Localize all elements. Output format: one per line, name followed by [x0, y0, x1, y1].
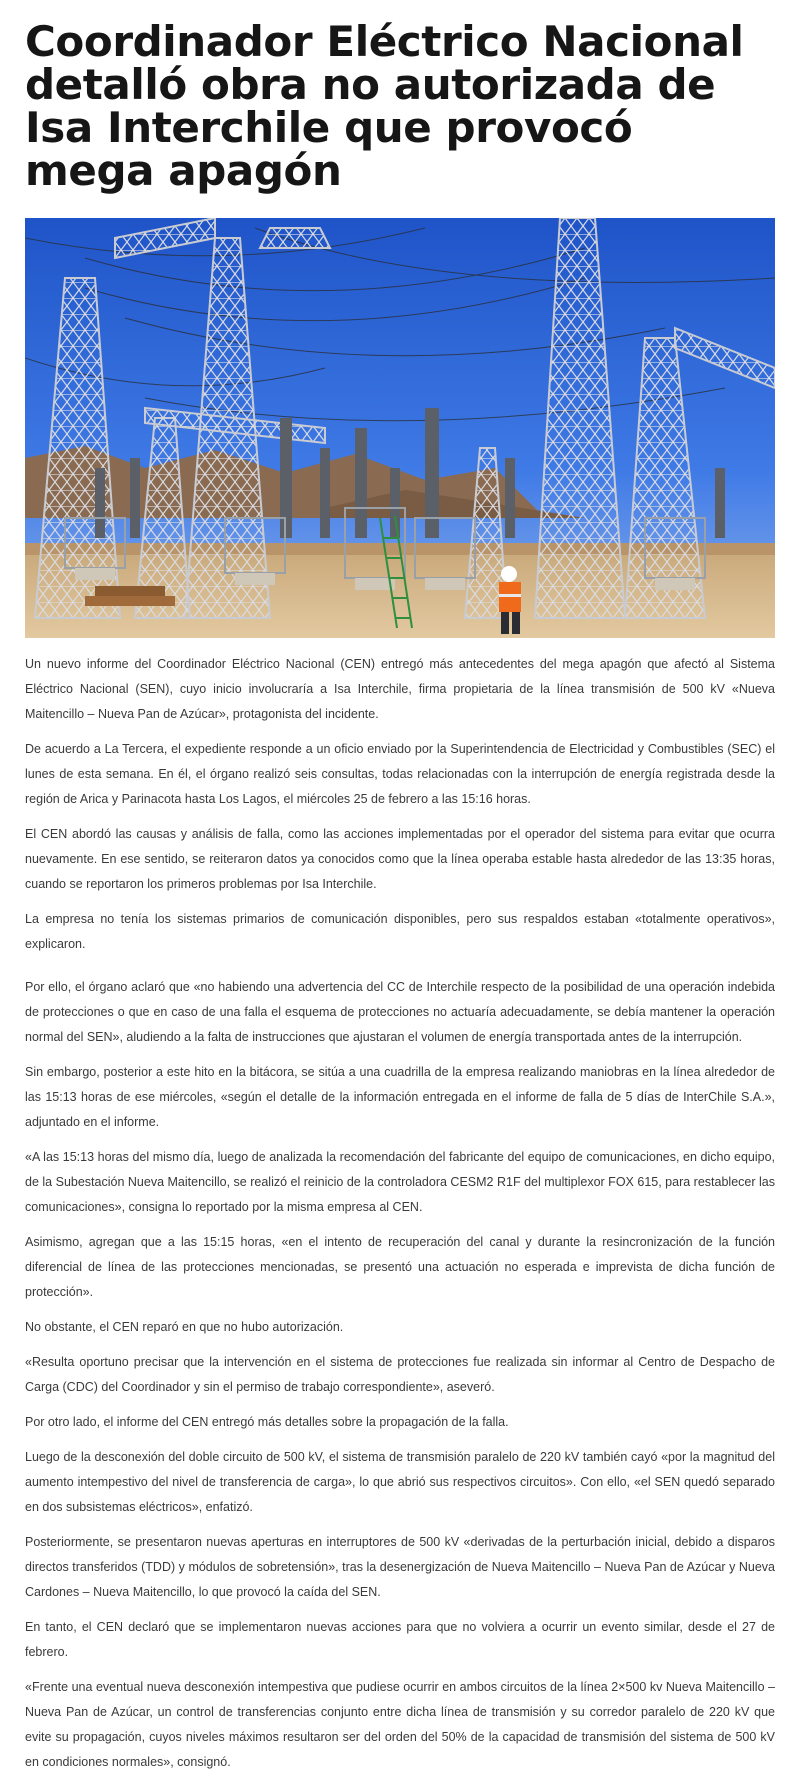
- paragraph-2: De acuerdo a La Tercera, el expediente responde a un oficio enviado por la Superintendencia de Electricidad y Combustibles (SEC) el lunes de esta semana. En él, el órgano realizó seis consultas, todas relacionadas con la interrupción de energía registrada desde la región de Arica y Parinacota hasta Los Lagos, el miércoles 25 de febrero a las 15:16 horas.: [25, 742, 775, 806]
- paragraph-13: Posteriormente, se presentaron nuevas aperturas en interruptores de 500 kV «derivadas de la perturbación inicial, debido a disparos directos transferidos (TDD) y módulos de sobretensión», tras la desenergización de Nueva Maitencillo – Nueva Pan de Azúcar y Nueva Cardones – Nueva Maitencillo, lo que provocó la caída del SEN.: [25, 1535, 775, 1599]
- article: [25, 0, 775, 1769]
- article-body: [25, 652, 775, 1785]
- paragraph-7: «A las 15:13 horas del mismo día, luego de analizada la recomendación del fabricante del equipo de comunicaciones, en dicho equipo, de la Subestación Nueva Maitencillo, se realizó el reinicio de la controladora CESM2 R1F del multiplexor FOX 615, para restablecer las comunicaciones», consigna lo reportado por la misma empresa al CEN.: [25, 1150, 775, 1214]
- headline: Coordinador Eléctrico Nacional detalló obra no autorizada de Isa Interchile que provocó mega apagón: [25, 17, 744, 195]
- paragraph-4: La empresa no tenía los sistemas primarios de comunicación disponibles, pero sus respaldos estaban «totalmente operativos», explicaron.: [25, 912, 775, 951]
- paragraph-5: Por ello, el órgano aclaró que «no habiendo una advertencia del CC de Interchile respecto de la posibilidad de una operación indebida de protecciones o que en caso de una falla el esquema de protecciones no actuaría adecuadamente, se debía mantener la operación normal del SEN», aludiendo a la falta de instrucciones que ajustaran el volumen de energía transportada antes de la interrupción.: [25, 980, 775, 1044]
- paragraph-3: El CEN abordó las causas y análisis de falla, como las acciones implementadas por el operador del sistema para evitar que ocurra nuevamente. En ese sentido, se reiteraron datos ya conocidos como que la línea operaba estable hasta alrededor de las 13:35 horas, cuando se reportaron los primeros problemas por Isa Interchile.: [25, 827, 775, 891]
- paragraph-6: Sin embargo, posterior a este hito en la bitácora, se sitúa a una cuadrilla de la empresa realizando maniobras en la línea alrededor de las 15:13 horas de ese miércoles, «según el detalle de la información entregada en el informe de falla de 5 días de InterChile S.A.», adjuntado en el informe.: [25, 1065, 775, 1129]
- paragraph-8: Asimismo, agregan que a las 15:15 horas, «en el intento de recuperación del canal y durante la resincronización de la función diferencial de línea de las protecciones mencionadas, se presentó una actuación no esperada e imprevista de dicha función de protección».: [25, 1235, 775, 1299]
- paragraph-12: Luego de la desconexión del doble circuito de 500 kV, el sistema de transmisión paralelo de 220 kV también cayó «por la magnitud del aumento intempestivo del nivel de transferencia de carga», lo que abrió sus respectivos circuitos». Con ello, «el SEN quedó separado en dos subsistemas eléctricos», enfatizó.: [25, 1450, 775, 1514]
- paragraph-1: Un nuevo informe del Coordinador Eléctrico Nacional (CEN) entregó más antecedentes del mega apagón que afectó al Sistema Eléctrico Nacional (SEN), cuyo inicio involucraría a Isa Interchile, firma propietaria de la línea transmisión de 500 kV «Nueva Maitencillo – Nueva Pan de Azúcar», protagonista del incidente.: [25, 657, 775, 721]
- paragraph-14: En tanto, el CEN declaró que se implementaron nuevas acciones para que no volviera a ocurrir un evento similar, desde el 27 de febrero.: [25, 1620, 775, 1659]
- paragraph-15: «Frente una eventual nueva desconexión intempestiva que pudiese ocurrir en ambos circuitos de la línea 2×500 kv Nueva Maitencillo – Nueva Pan de Azúcar, un control de transferencias conjunto entre dicha línea de transmisión y su corredor paralelo de 220 kV que evite su propagación, cuyos niveles máximos resultaron ser del orden del 50% de la capacidad de transmisión del sistema de 500 kV en condiciones normales», consignó.: [25, 1680, 775, 1769]
- paragraph-9: No obstante, el CEN reparó en que no hubo autorización.: [25, 1320, 344, 1334]
- paragraph-10: «Resulta oportuno precisar que la intervención en el sistema de protecciones fue realizada sin informar al Centro de Despacho de Carga (CDC) del Coordinador y sin el permiso de trabajo correspondiente», aseveró.: [25, 1355, 775, 1394]
- paragraph-11: Por otro lado, el informe del CEN entregó más detalles sobre la propagación de la falla.: [25, 1415, 509, 1429]
- hero-image: [25, 218, 775, 638]
